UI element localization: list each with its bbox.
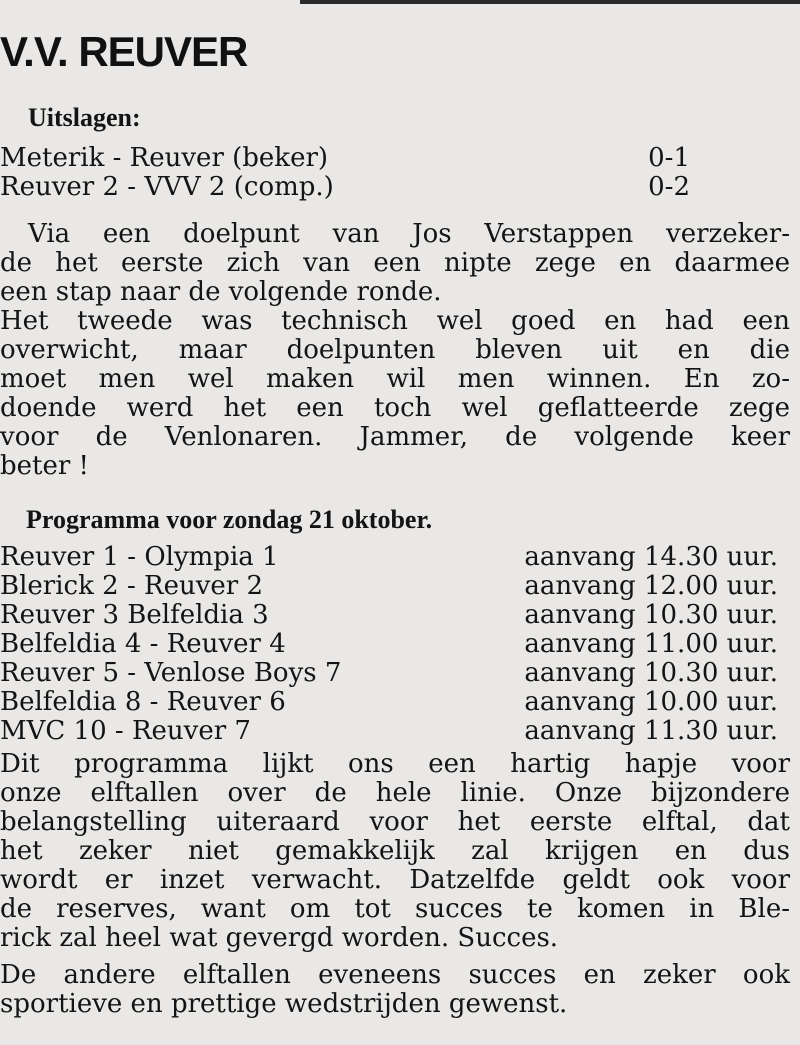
results-heading: Uitslagen: xyxy=(28,103,141,132)
top-rule xyxy=(300,0,800,4)
program-row xyxy=(0,600,790,630)
program-time: aanvang 10.30 uur. xyxy=(524,658,778,688)
result-match: Meterik - Reuver (beker) xyxy=(0,143,329,173)
result-row xyxy=(0,143,790,173)
closing-line: Dit programma lijkt ons een hartig hapje voor xyxy=(0,749,790,779)
closing-line: wordt er inzet verwacht. Datzelfde geldt ook voor xyxy=(0,865,790,895)
report-line: voor de Venlonaren. Jammer, de volgende keer xyxy=(0,422,790,452)
closing-line: de reserves, want om tot succes te komen in Ble- xyxy=(0,894,790,924)
report-line: beter ! xyxy=(0,451,90,481)
program-match: MVC 10 - Reuver 7 xyxy=(0,716,251,746)
closing-line: belangstelling uiteraard voor het eerste elftal, dat xyxy=(0,807,790,837)
report-line: doende werd het een toch wel geflatteerde zege xyxy=(0,393,790,423)
program-heading: Programma voor zondag 21 oktober. xyxy=(26,505,433,534)
program-row xyxy=(0,629,790,659)
report-line: Het tweede was technisch wel goed en had een xyxy=(0,306,790,336)
result-score: 0-2 xyxy=(648,172,690,202)
program-match: Reuver 3 Belfeldia 3 xyxy=(0,600,269,630)
closing-line: onze elftallen over de hele linie. Onze bijzondere xyxy=(0,778,790,808)
program-time: aanvang 14.30 uur. xyxy=(524,542,778,572)
program-time: aanvang 10.00 uur. xyxy=(524,687,778,717)
report-line: een stap naar de volgende ronde. xyxy=(0,277,442,307)
closing-line: sportieve en prettige wedstrijden gewenst. xyxy=(0,989,568,1019)
program-row xyxy=(0,658,790,688)
closing-line: De andere elftallen eveneens succes en zeker ook xyxy=(0,960,790,990)
program-row xyxy=(0,571,790,601)
report-line: moet men wel maken wil men winnen. En zo- xyxy=(0,364,790,394)
program-row xyxy=(0,687,790,717)
report-line: overwicht, maar doelpunten bleven uit en die xyxy=(0,335,790,365)
program-match: Belfeldia 4 - Reuver 4 xyxy=(0,629,286,659)
result-score: 0-1 xyxy=(648,143,690,173)
closing-line: rick zal heel wat gevergd worden. Succes. xyxy=(0,923,559,953)
program-time: aanvang 11.00 uur. xyxy=(524,629,778,659)
program-row xyxy=(0,716,790,746)
result-row xyxy=(0,172,790,202)
result-match: Reuver 2 - VVV 2 (comp.) xyxy=(0,172,334,202)
program-time: aanvang 11.30 uur. xyxy=(524,716,778,746)
program-match: Belfeldia 8 - Reuver 6 xyxy=(0,687,286,717)
report-line: de het eerste zich van een nipte zege en daarmee xyxy=(0,248,790,278)
program-match: Reuver 5 - Venlose Boys 7 xyxy=(0,658,342,688)
closing-line: het zeker niet gemakkelijk zal krijgen en dus xyxy=(0,836,790,866)
program-match: Blerick 2 - Reuver 2 xyxy=(0,571,264,601)
program-match: Reuver 1 - Olympia 1 xyxy=(0,542,279,572)
program-time: aanvang 12.00 uur. xyxy=(524,571,778,601)
program-time: aanvang 10.30 uur. xyxy=(524,600,778,630)
page-title: V.V. REUVER xyxy=(0,28,248,75)
report-line: Via een doelpunt van Jos Verstappen verzeker- xyxy=(28,219,790,249)
program-row xyxy=(0,542,790,572)
